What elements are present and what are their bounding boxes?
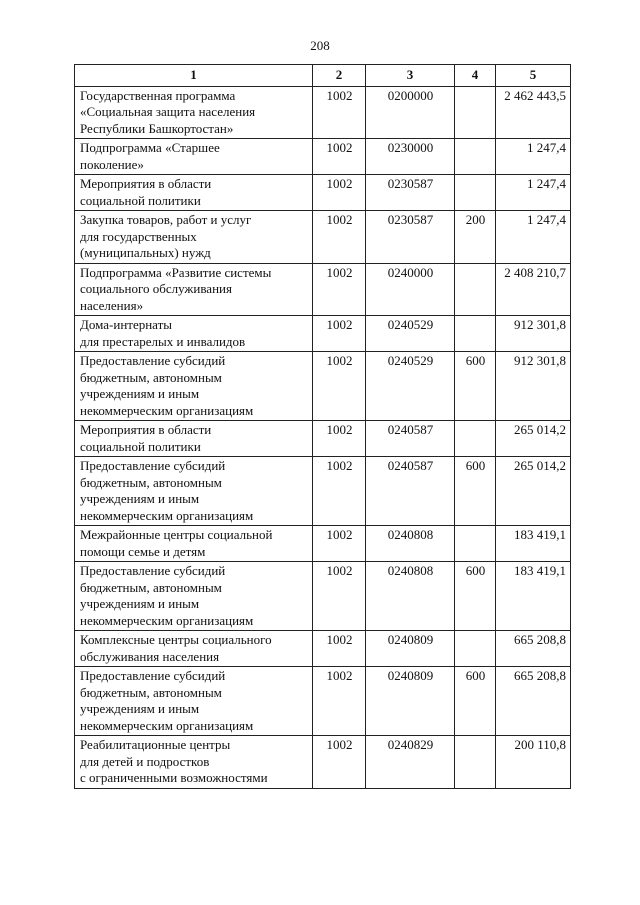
row-name-line: некоммерческим организациям <box>80 612 254 628</box>
row-name-line: некоммерческим организациям <box>80 507 254 523</box>
type-cell: 600 <box>455 352 496 421</box>
table-row <box>75 86 571 139</box>
row-name-line: Республики Башкортостан» <box>80 120 234 136</box>
code-cell: 0240809 <box>366 667 455 736</box>
table-row <box>75 526 571 562</box>
code-cell: 0240529 <box>366 352 455 421</box>
table-row <box>75 175 571 211</box>
column-header-3: 3 <box>366 65 455 87</box>
section-cell: 1002 <box>313 562 366 631</box>
code-cell: 0240829 <box>366 736 455 789</box>
row-name-line: обслуживания населения <box>80 648 220 664</box>
row-name-line: Предоставление субсидий <box>80 353 226 368</box>
amount-cell: 1 247,4 <box>496 175 571 211</box>
row-name-line: помощи семье и детям <box>80 543 206 559</box>
budget-table <box>74 64 571 789</box>
table-row <box>75 457 571 526</box>
row-name-line: бюджетным, автономным <box>80 684 222 700</box>
row-name-cell <box>75 631 313 667</box>
row-name-cell <box>75 139 313 175</box>
row-name-line: Комплексные центры социального <box>80 632 272 647</box>
code-cell: 0240000 <box>366 263 455 316</box>
amount-cell: 1 247,4 <box>496 211 571 264</box>
section-cell: 1002 <box>313 86 366 139</box>
section-cell: 1002 <box>313 421 366 457</box>
row-name-cell <box>75 526 313 562</box>
row-name-line: учреждениям и иным <box>80 701 200 716</box>
table-row <box>75 352 571 421</box>
row-name-cell <box>75 352 313 421</box>
section-cell: 1002 <box>313 211 366 264</box>
row-name-cell <box>75 421 313 457</box>
row-name-line: Мероприятия в области <box>80 176 212 191</box>
row-name-line: населения» <box>80 297 144 313</box>
section-cell: 1002 <box>313 175 366 211</box>
column-header-4: 4 <box>455 65 496 87</box>
amount-cell: 1 247,4 <box>496 139 571 175</box>
table-row <box>75 421 571 457</box>
table-body <box>75 86 571 788</box>
section-cell: 1002 <box>313 139 366 175</box>
section-cell: 1002 <box>313 457 366 526</box>
type-cell <box>455 421 496 457</box>
section-cell: 1002 <box>313 352 366 421</box>
code-cell: 0240587 <box>366 421 455 457</box>
row-name-cell <box>75 562 313 631</box>
type-cell <box>455 526 496 562</box>
row-name-line: Закупка товаров, работ и услуг <box>80 212 252 227</box>
row-name-line: некоммерческим организациям <box>80 402 254 418</box>
row-name-line: бюджетным, автономным <box>80 369 222 385</box>
row-name-line: учреждениям и иным <box>80 386 200 401</box>
row-name-line: Подпрограмма «Старшее <box>80 140 220 155</box>
type-cell <box>455 316 496 352</box>
row-name-line: с ограниченными возможностями <box>80 770 268 785</box>
row-name-line: Мероприятия в области <box>80 422 212 437</box>
row-name-line: (муниципальных) нужд <box>80 245 211 260</box>
section-cell: 1002 <box>313 263 366 316</box>
amount-cell: 665 208,8 <box>496 667 571 736</box>
code-cell: 0240809 <box>366 631 455 667</box>
section-cell: 1002 <box>313 631 366 667</box>
column-header-2: 2 <box>313 65 366 87</box>
column-header-1: 1 <box>75 65 313 87</box>
row-name-line: «Социальная защита населения <box>80 104 256 119</box>
row-name-line: Предоставление субсидий <box>80 668 226 683</box>
row-name-cell <box>75 316 313 352</box>
row-name-line: Дома-интернаты <box>80 317 173 332</box>
type-cell <box>455 175 496 211</box>
row-name-line: учреждениям и иным <box>80 596 200 611</box>
row-name-line: Реабилитационные центры <box>80 737 231 752</box>
row-name-line: Предоставление субсидий <box>80 458 226 473</box>
row-name-line: для государственных <box>80 228 197 244</box>
type-cell <box>455 139 496 175</box>
row-name-line: бюджетным, автономным <box>80 474 222 490</box>
row-name-line: социальной политики <box>80 192 201 208</box>
row-name-line: социального обслуживания <box>80 281 232 296</box>
row-name-line: для детей и подростков <box>80 753 210 769</box>
code-cell: 0230000 <box>366 139 455 175</box>
header-row <box>75 65 571 87</box>
row-name-line: Государственная программа <box>80 87 236 103</box>
row-name-cell <box>75 211 313 264</box>
type-cell <box>455 631 496 667</box>
amount-cell: 265 014,2 <box>496 421 571 457</box>
code-cell: 0240587 <box>366 457 455 526</box>
table-row <box>75 562 571 631</box>
table-row <box>75 139 571 175</box>
row-name-cell <box>75 736 313 789</box>
amount-cell: 183 419,1 <box>496 562 571 631</box>
amount-cell: 912 301,8 <box>496 316 571 352</box>
table-row <box>75 736 571 789</box>
code-cell: 0240808 <box>366 526 455 562</box>
section-cell: 1002 <box>313 526 366 562</box>
row-name-line: для престарелых и инвалидов <box>80 333 246 349</box>
amount-cell: 183 419,1 <box>496 526 571 562</box>
table-row <box>75 667 571 736</box>
section-cell: 1002 <box>313 667 366 736</box>
row-name-line: Подпрограмма «Развитие системы <box>80 264 272 280</box>
column-header-5: 5 <box>496 65 571 87</box>
type-cell <box>455 86 496 139</box>
amount-cell: 2 462 443,5 <box>496 86 571 139</box>
table-row <box>75 631 571 667</box>
type-cell: 600 <box>455 457 496 526</box>
row-name-line: поколение» <box>80 156 144 172</box>
amount-cell: 912 301,8 <box>496 352 571 421</box>
amount-cell: 200 110,8 <box>496 736 571 789</box>
row-name-line: Предоставление субсидий <box>80 563 226 578</box>
code-cell: 0230587 <box>366 211 455 264</box>
code-cell: 0240529 <box>366 316 455 352</box>
type-cell <box>455 263 496 316</box>
type-cell <box>455 736 496 789</box>
code-cell: 0200000 <box>366 86 455 139</box>
row-name-line: Межрайонные центры социальной <box>80 527 273 542</box>
table-header <box>75 65 571 87</box>
row-name-cell <box>75 86 313 139</box>
type-cell: 600 <box>455 667 496 736</box>
row-name-line: бюджетным, автономным <box>80 579 222 595</box>
row-name-line: социальной политики <box>80 438 201 454</box>
row-name-cell <box>75 175 313 211</box>
table-row <box>75 263 571 316</box>
amount-cell: 665 208,8 <box>496 631 571 667</box>
type-cell: 200 <box>455 211 496 264</box>
amount-cell: 265 014,2 <box>496 457 571 526</box>
amount-cell: 2 408 210,7 <box>496 263 571 316</box>
code-cell: 0240808 <box>366 562 455 631</box>
row-name-line: учреждениям и иным <box>80 491 200 506</box>
row-name-line: некоммерческим организациям <box>80 717 254 733</box>
table-row <box>75 211 571 264</box>
type-cell: 600 <box>455 562 496 631</box>
page-number: 208 <box>310 38 330 53</box>
row-name-cell <box>75 667 313 736</box>
row-name-cell <box>75 457 313 526</box>
section-cell: 1002 <box>313 736 366 789</box>
row-name-cell <box>75 263 313 316</box>
code-cell: 0230587 <box>366 175 455 211</box>
table-row <box>75 316 571 352</box>
section-cell: 1002 <box>313 316 366 352</box>
